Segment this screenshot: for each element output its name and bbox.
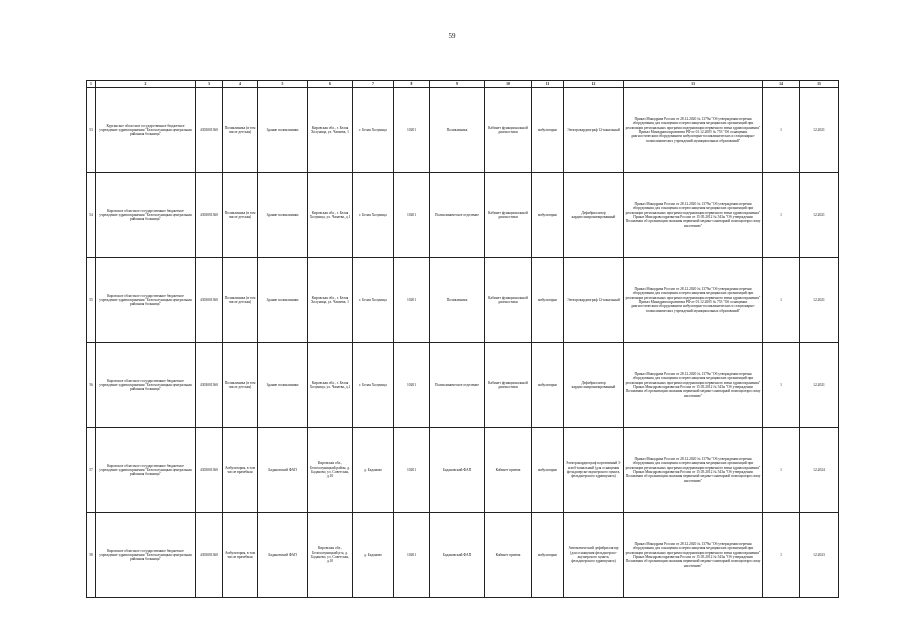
address: Кировская обл., г. Белая Холуница, ул. Чапаева, д.1 (308, 173, 353, 258)
table-row (87, 513, 839, 598)
organization-name: Кировское областное государственное бюджетное учреждение здравоохранения "Белохолуницкая центральная районная больница" (96, 428, 196, 513)
table-row (87, 88, 839, 173)
row-number: 55 (87, 258, 96, 343)
address: Кировская обл., г. Белая Холуница, ул. Чапаева, 1 (308, 258, 353, 343)
unit-name: Поликлиническое отделение (430, 343, 485, 428)
column-header: 11 (532, 81, 564, 88)
table-row (87, 428, 839, 513)
okato-code: 10201 (394, 513, 430, 598)
column-header: 15 (800, 81, 839, 88)
room-name: Кабинет функциональной диагностики (485, 173, 532, 258)
facility-type: Поликлиника (в том числе детская) (223, 343, 258, 428)
column-header: 4 (223, 81, 258, 88)
unit-name: Поликлиническое отделение (430, 173, 485, 258)
column-header: 13 (624, 81, 763, 88)
care-form: амбулаторно (532, 343, 564, 428)
quantity: 1 (763, 513, 800, 598)
row-number: 54 (87, 173, 96, 258)
building-name: Здание поликлиники (258, 343, 308, 428)
unit-name: Бадановский ФАП (430, 428, 485, 513)
table-row (87, 258, 839, 343)
legal-basis: Приказ Минздрава России от 28.12.2020 № 1379н "Об утверждении перечня оборудования для оснащения и переоснащения медицинских организаций при реализации региональных программ модернизации первичного звена здравоохранения" Приказ Минздравсоцразвития РФ от 01.12.2005 № 753 "Об оснащении диагностическим оборудованием амбулаторно-поликлинических и стационарно-поликлинических учреждений муниципальных образований" (624, 258, 763, 343)
legal-basis: Приказ Минздрава России от 28.12.2020 № 1379н "Об утверждении перечня оборудования для оснащения и переоснащения медицинских организаций при реализации региональных программ модернизации первичного звена здравоохранения" Приказ Минздравсоцразвития РФ от 01.12.2005 № 753 "Об оснащении диагностическим оборудованием амбулаторно-поликлинических и стационарно-поликлинических учреждений муниципальных образований" (624, 88, 763, 173)
room-name: Кабинет приема (485, 428, 532, 513)
column-header: 2 (96, 81, 196, 88)
settlement: д. Баданово (353, 513, 394, 598)
column-header: 3 (196, 81, 223, 88)
column-header: 14 (763, 81, 800, 88)
equipment-table (86, 80, 839, 598)
organization-code: 4303001360 (196, 88, 223, 173)
okato-code: 10201 (394, 343, 430, 428)
care-form: амбулаторно (532, 258, 564, 343)
building-name: Здание поликлиники (258, 88, 308, 173)
facility-type: Поликлиника (в том числе детская) (223, 173, 258, 258)
legal-basis: Приказ Минздрава России от 28.12.2020 № 1379н "Об утверждении перечня оборудования для оснащения и переоснащения медицинских организаций при реализации региональных программ модернизации первичного звена здравоохранения" Приказ Минздравсоцразвития России от 15.05.2012 № 543н "Об утверждении Положения об организации оказания первичной медико-санитарной помощи взрослому населению" (624, 173, 763, 258)
column-header: 1 (87, 81, 96, 88)
row-number: 56 (87, 343, 96, 428)
okato-code: 10201 (394, 258, 430, 343)
organization-name: Кировское областное государственное бюджетное учреждение здравоохранения "Белохолуницкая центральная районная больница" (96, 258, 196, 343)
header-row (87, 81, 839, 88)
table-row (87, 343, 839, 428)
organization-name: Кировское областное государственное бюджетное учреждение здравоохранения "Белохолуницкая центральная районная больница" (96, 343, 196, 428)
quantity: 1 (763, 88, 800, 173)
organization-name: Кировское областное государственное бюджетное учреждение здравоохранения "Белохолуницкая центральная районная больница" (96, 173, 196, 258)
address: Кировская обл., г. Белая Холуница, ул. Чапаева, 1 (308, 88, 353, 173)
facility-type: Поликлиника (в том числе детская) (223, 258, 258, 343)
row-number: 53 (87, 88, 96, 173)
legal-basis: Приказ Минздрава России от 28.12.2020 № 1379н "Об утверждении перечня оборудования для оснащения и переоснащения медицинских организаций при реализации региональных программ модернизации первичного звена здравоохранения" Приказ Минздравсоцразвития России от 15.05.2012 № 543н "Об утверждении Положения об организации оказания первичной медико-санитарной помощи взрослому населению" (624, 513, 763, 598)
room-name: Кабинет функциональной диагностики (485, 88, 532, 173)
legal-basis: Приказ Минздрава России от 28.12.2020 № 1379н "Об утверждении перечня оборудования для оснащения и переоснащения медицинских организаций при реализации региональных программ модернизации первичного звена здравоохранения" Приказ Минздравсоцразвития России от 15.05.2012 № 543н "Об утверждении Положения об организации оказания первичной медико-санитарной помощи взрослому населению" (624, 343, 763, 428)
room-name: Кабинет функциональной диагностики (485, 343, 532, 428)
settlement: д. Баданово (353, 428, 394, 513)
row-number: 58 (87, 513, 96, 598)
table-row (87, 173, 839, 258)
legal-basis: Приказ Минздрава России от 28.12.2020 № 1379н "Об утверждении перечня оборудования для оснащения и переоснащения медицинских организаций при реализации региональных программ модернизации первичного звена здравоохранения" Приказ Минздравсоцразвития России от 15.05.2012 № 543н "Об утверждении Положения об организации оказания первичной медико-санитарной помощи взрослому населению" (624, 428, 763, 513)
page-number: 59 (448, 32, 456, 40)
building-name: Бадановский ФАП (258, 428, 308, 513)
quantity: 1 (763, 343, 800, 428)
care-form: амбулаторно (532, 513, 564, 598)
building-name: Здание поликлиники (258, 173, 308, 258)
settlement: г. Белая Холуница (353, 258, 394, 343)
delivery-date: 12.2021 (800, 258, 839, 343)
equipment-name: Электрокардиограф портативный 3- или 6-канальный (для оснащения фельдшерско-акушерского пункта, фельдшерского здравпункта) (564, 428, 624, 513)
facility-type: Амбулатория, в том числе врачебная (223, 428, 258, 513)
organization-code: 4303001360 (196, 173, 223, 258)
column-header: 6 (308, 81, 353, 88)
organization-code: 4303001360 (196, 343, 223, 428)
quantity: 1 (763, 428, 800, 513)
quantity: 1 (763, 173, 800, 258)
facility-type: Поликлиника (в том числе детская) (223, 88, 258, 173)
settlement: г. Белая Холуница (353, 173, 394, 258)
column-header: 5 (258, 81, 308, 88)
column-header: 12 (564, 81, 624, 88)
building-name: Бадановский ФАП (258, 513, 308, 598)
address: Кировская обл., Белохолуницкий район, д. Баданово, ул. Советская, д.10 (308, 428, 353, 513)
facility-type: Амбулатория, в том числе врачебная (223, 513, 258, 598)
organization-code: 4303001360 (196, 258, 223, 343)
column-header: 10 (485, 81, 532, 88)
delivery-date: 12.2021 (800, 88, 839, 173)
care-form: амбулаторно (532, 428, 564, 513)
care-form: амбулаторно (532, 173, 564, 258)
equipment-name: Электрокардиограф 12-канальный (564, 258, 624, 343)
address: Кировская обл., г. Белая Холуница, ул. Чапаева, д.1 (308, 343, 353, 428)
column-header: 9 (430, 81, 485, 88)
room-name: Кабинет функциональной диагностики (485, 258, 532, 343)
equipment-name: Электрокардиограф 12-канальный (564, 88, 624, 173)
column-header: 8 (394, 81, 430, 88)
care-form: амбулаторно (532, 88, 564, 173)
equipment-name: Дефибриллятор кардиосинхронизированный (564, 343, 624, 428)
settlement: г. Белая Холуница (353, 88, 394, 173)
organization-name: Кировское областное государственное бюджетное учреждение здравоохранения "Белохолуницкая центральная районная больница" (96, 513, 196, 598)
room-name: Кабинет приема (485, 513, 532, 598)
okato-code: 10201 (394, 173, 430, 258)
delivery-date: 12.2021 (800, 173, 839, 258)
delivery-date: 12.2023 (800, 513, 839, 598)
okato-code: 10201 (394, 88, 430, 173)
organization-name: Курганское областное государственное бюджетное учреждение здравоохранения "Белохолуницкая центральная районная больница" (96, 88, 196, 173)
building-name: Здание поликлиники (258, 258, 308, 343)
unit-name: Поликлиника (430, 88, 485, 173)
delivery-date: 12.2021 (800, 343, 839, 428)
row-number: 57 (87, 428, 96, 513)
equipment-name: Автоматический дефибриллятор (для оснащения фельдшерско-акушерского пункта, фельдшерского здравпункта) (564, 513, 624, 598)
okato-code: 10201 (394, 428, 430, 513)
equipment-name: Дефибриллятор кардиосинхронизированный (564, 173, 624, 258)
column-header: 7 (353, 81, 394, 88)
organization-code: 4303001360 (196, 428, 223, 513)
unit-name: Поликлиника (430, 258, 485, 343)
unit-name: Бадановский ФАП (430, 513, 485, 598)
settlement: г. Белая Холуница (353, 343, 394, 428)
organization-code: 4303001360 (196, 513, 223, 598)
quantity: 1 (763, 258, 800, 343)
delivery-date: 12.2024 (800, 428, 839, 513)
address: Кировская обл., Белохолуницкий р-н, д. Баданово, ул. Советская, д.10 (308, 513, 353, 598)
